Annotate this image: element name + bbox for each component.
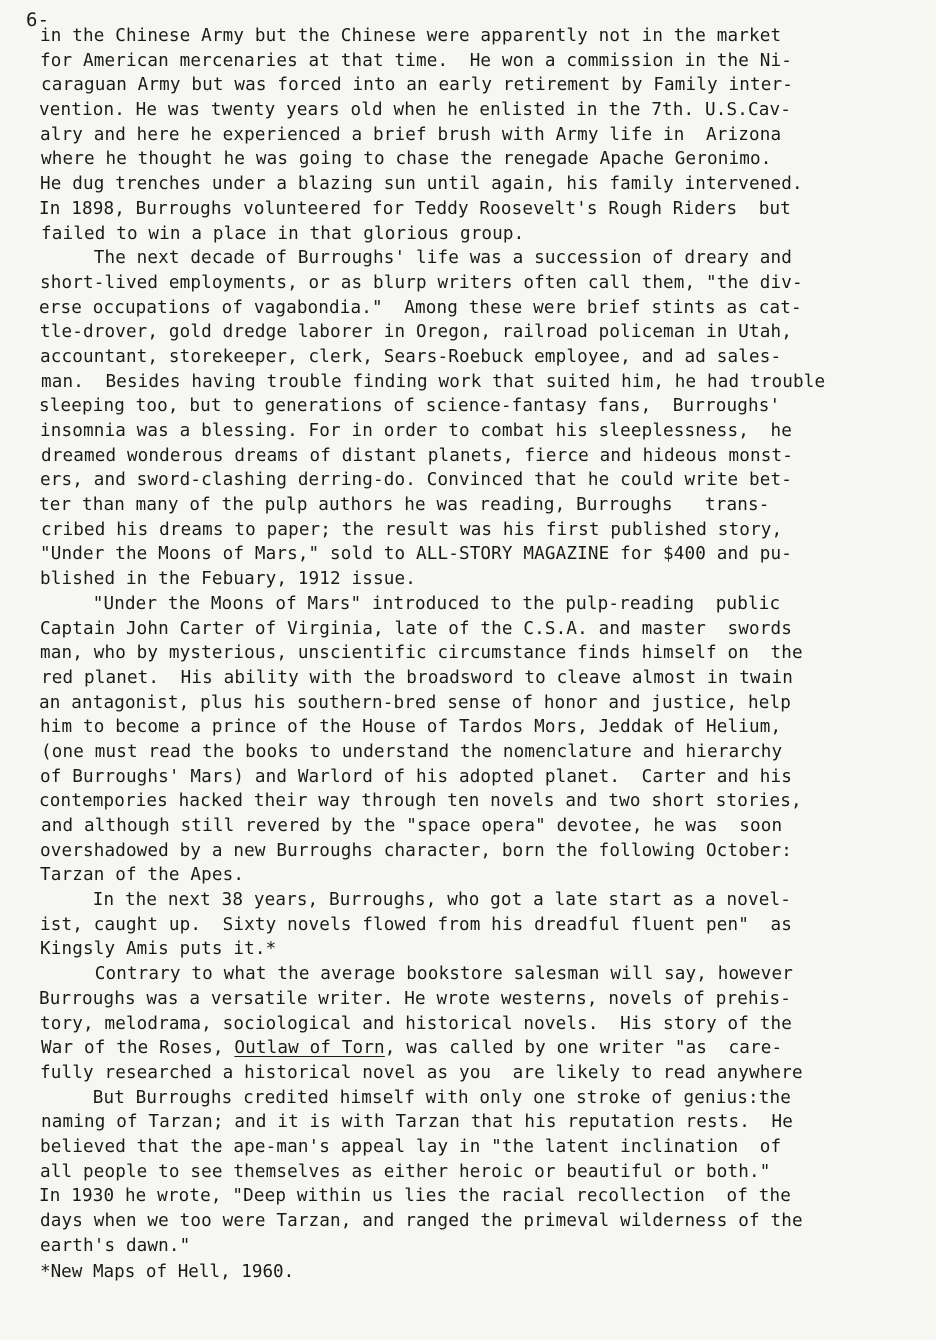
text-line: overshadowed by a new Burroughs character, born the following October:	[40, 840, 792, 861]
text-line: Kingsly Amis puts it.*	[40, 939, 277, 960]
text-line: him to become a prince of the House of Tardos Mors, Jeddak of Helium,	[40, 717, 782, 738]
text-line: accountant, storekeeper, clerk, Sears-Roebuck employee, and ad sales-	[40, 346, 782, 367]
text-line: all people to see themselves as either heroic or beautiful or both."	[40, 1161, 771, 1182]
text-line: insomnia was a blessing. For in order to combat his sleeplessness, he	[40, 421, 792, 441]
text-line: earth's dawn."	[40, 1235, 191, 1256]
text-line-with-underlined-title: War of the Roses, Outlaw of Torn, was called by one writer "as care-	[41, 1038, 783, 1059]
text-line: man. Besides having trouble finding work that suited him, he had trouble	[41, 371, 826, 392]
text-line: where he thought he was going to chase the renegade Apache Geronimo.	[41, 149, 772, 170]
text-line: tle-drover, gold dredge laborer in Oregon, railroad policeman in Utah,	[40, 322, 792, 343]
text-line: But Burroughs credited himself with only one stroke of genius:the	[39, 1087, 791, 1108]
text-line: vention. He was twenty years old when he enlisted in the 7th. U.S.Cav-	[39, 100, 791, 121]
text-line: (one must read the books to understand the nomenclature and hierarchy	[41, 741, 783, 762]
text-line: red planet. His ability with the broadsword to cleave almost in twain	[41, 667, 793, 688]
footnote: *New Maps of Hell, 1960.	[40, 1262, 295, 1283]
text-line: "Under the Moons of Mars," sold to ALL-STORY MAGAZINE for $400 and pu-	[40, 544, 792, 565]
text-line: In the next 38 years, Burroughs, who got a late start as a novel-	[39, 890, 791, 911]
text-line: ers, and sword-clashing derring-do. Convinced that he could write bet-	[40, 470, 792, 491]
text-line: in the Chinese Army but the Chinese were apparently not in the market	[40, 26, 782, 46]
text-line: In 1898, Burroughs volunteered for Teddy Roosevelt's Rough Riders but	[39, 198, 791, 219]
text-line: of Burroughs' Mars) and Warlord of his adopted planet. Carter and his	[40, 766, 792, 787]
text-line: contempories hacked their way through ten novels and two short stories,	[39, 791, 802, 812]
text-line: caraguan Army but was forced into an early retirement by Family inter-	[41, 75, 793, 96]
text-line: naming of Tarzan; and it is with Tarzan that his reputation rests. He	[41, 1112, 793, 1133]
text-line: "Under the Moons of Mars" introduced to the pulp-reading public	[39, 593, 781, 614]
text-line: man, who by mysterious, unscientific circumstance finds himself on the	[40, 643, 803, 664]
text-line: Burroughs was a versatile writer. He wrote westerns, novels of prehis-	[39, 988, 791, 1009]
page-number: 6-	[26, 9, 50, 31]
text-line: failed to win a place in that glorious group.	[41, 223, 525, 244]
text-line: and although still revered by the "space opera" devotee, he was soon	[41, 816, 783, 836]
text-line: believed that the ape-man's appeal lay in "the latent inclination of	[40, 1136, 782, 1157]
text-line: erse occupations of vagabondia." Among these were brief stints as cat-	[39, 297, 802, 318]
text-line: ist, caught up. Sixty novels flowed from his dreadful fluent pen" as	[40, 914, 792, 935]
text-line: alry and here he experienced a brief brush with Army life in Arizona	[40, 124, 782, 145]
text-line: days when we too were Tarzan, and ranged the primeval wilderness of the	[40, 1211, 803, 1231]
text-line: Tarzan of the Apes.	[40, 865, 245, 886]
text-line: sleeping too, but to generations of science-fantasy fans, Burroughs'	[39, 396, 781, 417]
text-line: The next decade of Burroughs' life was a succession of dreary and	[40, 248, 792, 269]
text-line: short-lived employments, or as blurp writers often call them, "the div-	[40, 272, 803, 293]
text-line: Contrary to what the average bookstore salesman will say, however	[41, 964, 793, 985]
body-text	[40, 24, 920, 1285]
text-line: dreamed wonderous dreams of distant planets, fierce and hideous monst-	[41, 445, 793, 466]
text-line: In 1930 he wrote, "Deep within us lies the racial recollection of the	[39, 1186, 791, 1207]
text-line: cribed his dreams to paper; the result was his first published story,	[41, 519, 783, 540]
text-line: fully researched a historical novel as you are likely to read anywhere	[40, 1062, 803, 1083]
text-line: Captain John Carter of Virginia, late of the C.S.A. and master swords	[40, 618, 792, 639]
text-line: ter than many of the pulp authors he was reading, Burroughs trans-	[39, 495, 770, 516]
text-line: for American mercenaries at that time. He won a commission in the Ni-	[40, 50, 792, 71]
text-line: tory, melodrama, sociological and historical novels. His story of the	[40, 1013, 792, 1034]
text-line: blished in the Febuary, 1912 issue.	[40, 569, 416, 590]
text-line: an antagonist, plus his southern-bred sense of honor and justice, help	[39, 692, 791, 713]
underlined-title: Outlaw of Torn	[234, 1038, 385, 1059]
text-line: He dug trenches under a blazing sun until again, his family intervened.	[40, 174, 803, 195]
